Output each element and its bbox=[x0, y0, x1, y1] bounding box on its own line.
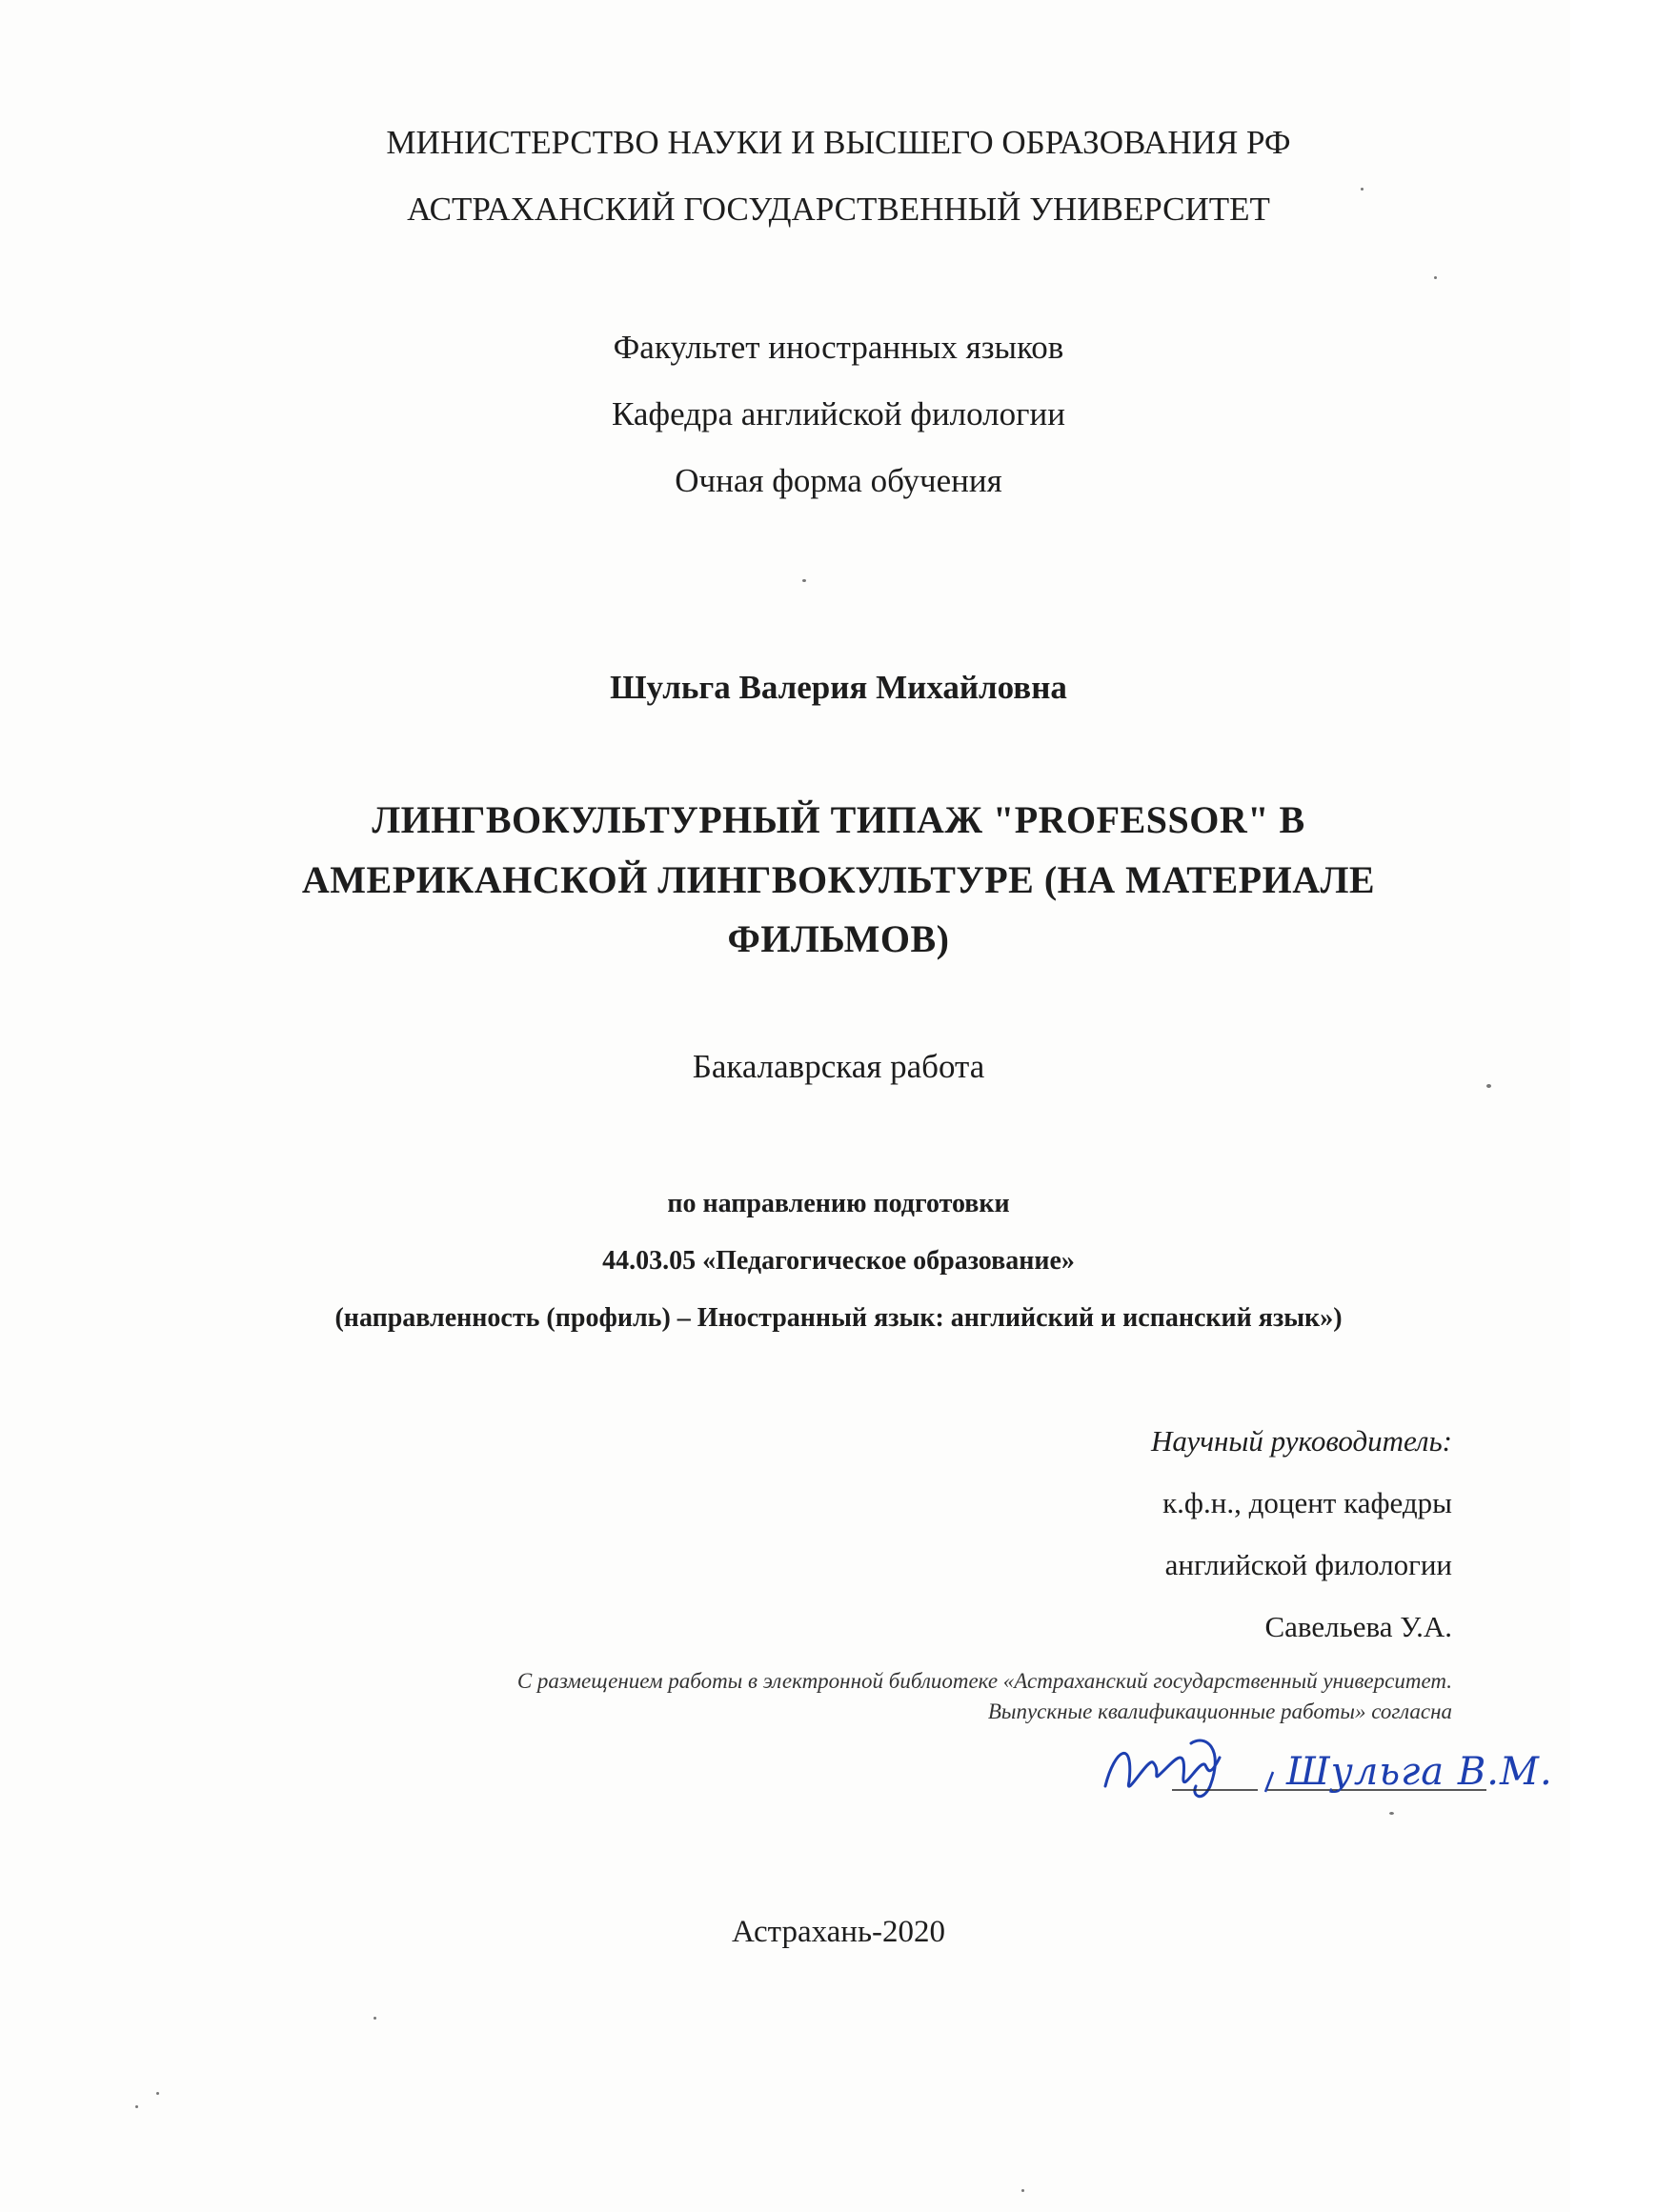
direction-label: по направлению подготовки bbox=[667, 1189, 1010, 1218]
scan-speck bbox=[1486, 1084, 1491, 1088]
author-name: Шульга Валерия Михайловна bbox=[610, 669, 1067, 706]
city-year: Астрахань-2020 bbox=[731, 1915, 946, 1949]
consent-line-2: Выпускные квалификационные работы» согласна bbox=[987, 1699, 1452, 1723]
thesis-title-line-3: ФИЛЬМОВ) bbox=[727, 917, 950, 960]
supervisor-name: Савельева У.А. bbox=[1264, 1610, 1452, 1643]
scan-speck bbox=[156, 2092, 159, 2095]
scan-speck bbox=[1361, 188, 1364, 191]
supervisor-heading: Научный руководитель: bbox=[1151, 1424, 1452, 1458]
scan-speck bbox=[1021, 2189, 1024, 2192]
direction-code: 44.03.05 «Педагогическое образование» bbox=[602, 1246, 1075, 1276]
thesis-title-line-2: АМЕРИКАНСКОЙ ЛИНГВОКУЛЬТУРЕ (НА МАТЕРИАЛЕ bbox=[301, 858, 1376, 901]
scan-speck bbox=[135, 2105, 138, 2108]
work-type: Бакалаврская работа bbox=[692, 1048, 985, 1085]
scan-speck bbox=[1434, 276, 1437, 279]
supervisor-degree: к.ф.н., доцент кафедры bbox=[1162, 1486, 1452, 1519]
scan-speck bbox=[374, 2017, 376, 2020]
department-name: Кафедра английской филологии bbox=[612, 395, 1065, 432]
ministry-heading: МИНИСТЕРСТВО НАУКИ И ВЫСШЕГО ОБРАЗОВАНИЯ РФ bbox=[386, 124, 1291, 161]
supervisor-department: английской филологии bbox=[1164, 1548, 1452, 1581]
scan-speck bbox=[802, 579, 806, 582]
direction-profile: (направленность (профиль) – Иностранный язык: английский и испанский язык») bbox=[334, 1303, 1343, 1333]
study-form: Очная форма обучения bbox=[675, 462, 1002, 499]
handwritten-signature bbox=[1096, 1729, 1553, 1805]
faculty-name: Факультет иностранных языков bbox=[613, 329, 1064, 366]
scan-speck bbox=[1389, 1812, 1394, 1815]
signature-name: Шульга В.М. bbox=[1286, 1750, 1553, 1794]
thesis-title-line-1: ЛИНГВОКУЛЬТУРНЫЙ ТИПАЖ "PROFESSOR" В bbox=[372, 798, 1305, 841]
consent-line-1: С размещением работы в электронной библиотеке «Астраханский государственный университет. bbox=[516, 1669, 1452, 1693]
university-heading: АСТРАХАНСКИЙ ГОСУДАРСТВЕННЫЙ УНИВЕРСИТЕТ bbox=[407, 191, 1270, 228]
